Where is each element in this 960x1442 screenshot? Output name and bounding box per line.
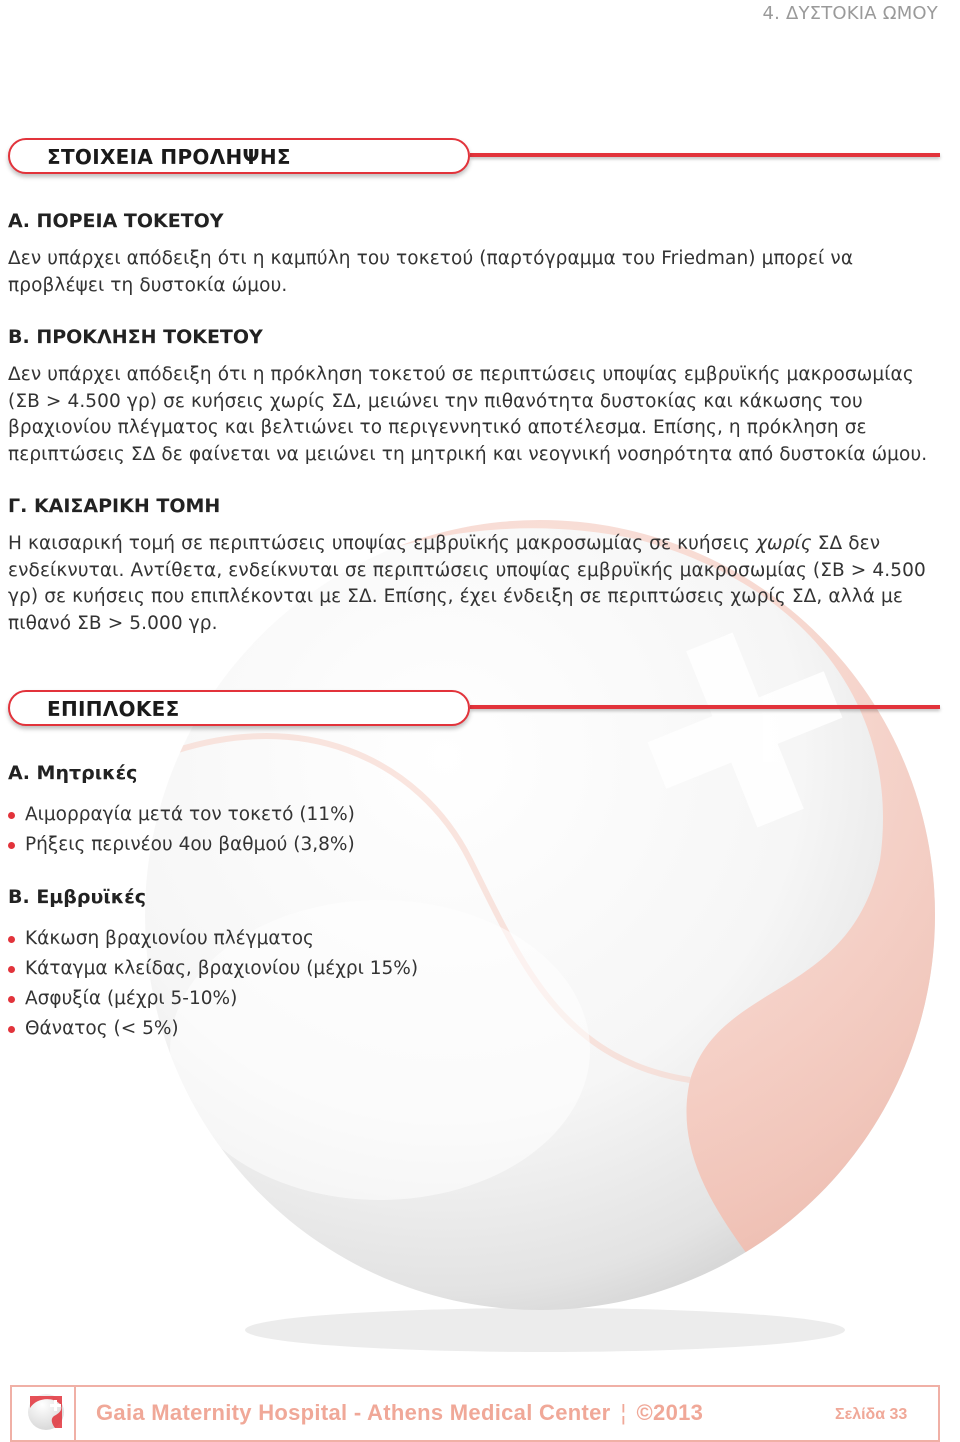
list-item: Κάκωση βραχιονίου πλέγματος: [8, 924, 418, 954]
paragraph-labor-induction: Δεν υπάρχει απόδειξη ότι η πρόκληση τοκετού σε περιπτώσεις υποψίας εμβρυϊκής μακροσωμίας (ΣΒ > 4.500 γρ) σε κυήσεις χωρίς ΣΔ, μειώνει την πιθανότητα δυστοκίας και κάκωσης του βραχιονίου πλέγματος και βελτιώνει το περιγεννητικό αποτέλεσμα. Επίσης, η πρόκληση σε περιπτώσεις ΣΔ δε φαίνεται να μειώνει τη μητρική και νεογνική νοσηρότητα από δυστοκία ώμου.: [8, 364, 928, 465]
section-title: ΕΠΙΠΛΟΚΕΣ: [47, 697, 180, 721]
section-rule: [470, 153, 940, 157]
list-item: Αιμορραγία μετά τον τοκετό (11%): [8, 800, 355, 830]
list-item: Κάταγμα κλείδας, βραχιονίου (μέχρι 15%): [8, 954, 418, 984]
subheading-maternal: Α. Μητρικές: [8, 762, 138, 784]
list-item: Ρήξεις περινέου 4ου βαθμού (3,8%): [8, 830, 355, 860]
paragraph-labor-course: Δεν υπάρχει απόδειξη ότι η καμπύλη του τοκετού (παρτόγραμμα του Friedman) μπορεί να προβλέψει τη δυστοκία ώμου.: [8, 248, 854, 296]
subheading-labor-course: Α. ΠΟΡΕΙΑ ΤΟΚΕΤΟΥ: [8, 210, 224, 232]
list-item: Θάνατος (< 5%): [8, 1014, 418, 1044]
section-heading-complications: [8, 690, 470, 726]
maternal-complications-list: [8, 800, 355, 860]
section-title: ΣΤΟΙΧΕΙΑ ΠΡΟΛΗΨΗΣ: [47, 145, 291, 169]
subheading-cesarean: Γ. ΚΑΙΣΑΡΙΚΗ ΤΟΜΗ: [8, 495, 221, 517]
fetal-complications-list: [8, 924, 418, 1044]
running-header: 4. ΔΥΣΤΟΚΙΑ ΩΜΟΥ: [762, 3, 938, 24]
section-rule: [470, 705, 940, 709]
footer-hospital-text: Gaia Maternity Hospital - Athens Medical Center ¦ ©2013: [96, 1400, 704, 1425]
list-item: Ασφυξία (μέχρι 5-10%): [8, 984, 418, 1014]
subheading-fetal: Β. Εμβρυϊκές: [8, 886, 147, 908]
subheading-labor-induction: Β. ΠΡΟΚΛΗΣΗ ΤΟΚΕΤΟΥ: [8, 326, 263, 348]
paragraph-cesarean: Η καισαρική τομή σε περιπτώσεις υποψίας εμβρυϊκής μακροσωμίας σε κυήσεις χωρίς ΣΔ δεν ενδείκνυται. Αντίθετα, ενδείκνυται σε περιπτώσεις υποψίας εμβρυϊκής μακροσωμίας (ΣΒ > 4.500 γρ) σε κυήσεις που επιπλέκονται με ΣΔ. Επίσης, έχει ένδειξη σε περιπτώσεις χωρίς ΣΔ, αλλά με πιθανό ΣΒ > 5.000 γρ.: [8, 533, 926, 634]
footer-divider: [74, 1385, 76, 1442]
hospital-logo-icon: [26, 1392, 66, 1432]
section-heading-prevention: [8, 138, 470, 174]
page-number: Σελίδα 33: [835, 1406, 908, 1423]
